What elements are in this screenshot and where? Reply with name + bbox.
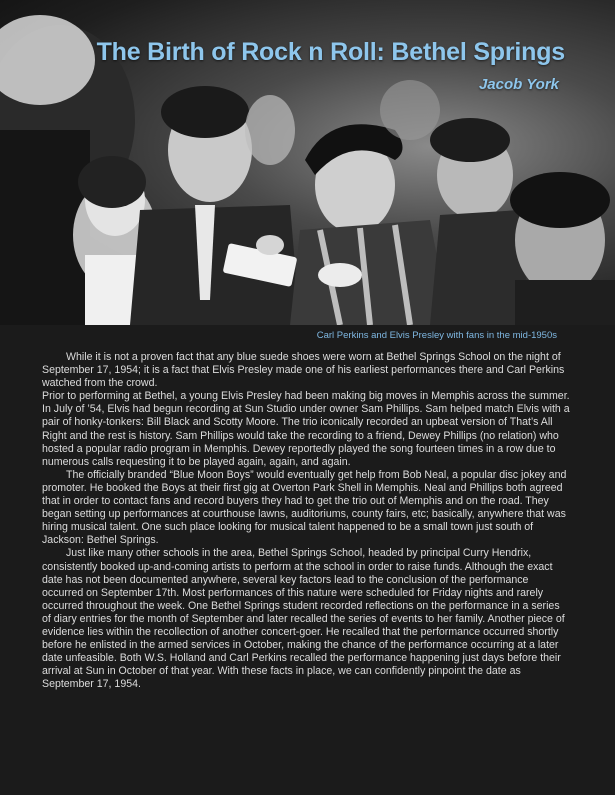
article-paragraph: The officially branded “Blue Moon Boys” would eventually get help from Bob Neal, a popular disc jokey and promoter. He booked the Boys at their first gig at Overton Park Shell in Memphis. Neal and Phillips both agreed that in order to contact fans and record buyers they had to get the trio out of Memphis and on the road. They began setting up performances at courthouse lawns, auditoriums, county fairs, etc; basically, anywhere that was hiring musical talent. One such place looking for musical talent happened to be a small town just south of Jackson: Bethel Springs. [42, 468, 567, 547]
hero-photo [0, 0, 615, 325]
article-paragraph: Just like many other schools in the area, Bethel Springs School, headed by principal Curry Hendrix, consistently booked up-and-coming artists to perform at the school in order to raise funds. Although the exact date has not been documented anywhere, several key factors lead to the conclusion of the performance occurred on September 17th. Most performances of this nature were scheduled for Friday nights and rarely occurred throughout the week. One Bethel Springs student recorded reflections on the performance in a series of diary entries for the month of September and later recalled the series of events to her family. Another piece of evidence lies within the recollection of another concert-goer. He recalled that the performance occurred shortly before he enlisted in the armed services in October, making the chance of the performance occurring at a later date unfeasible. Both W.S. Holland and Carl Perkins recalled the performance happening just days before their arrival at Sun in October of that year. With these facts in place, we can confidently pinpoint the date as September 17, 1954. [42, 547, 565, 691]
author-byline: Jacob York [478, 76, 559, 93]
photo-caption: Carl Perkins and Elvis Presley with fans in the mid-1950s [316, 330, 557, 341]
article-paragraph: Prior to performing at Bethel, a young Elvis Presley had been making big moves in Memphis across the summer. In July of ’54, Elvis had begun recording at Sun Studio under owner Sam Phillips. Sam helped match Elvis with a pair of honky-tonkers: Bill Black and Scotty Moore. The trio iconically recorded an upbeat version of That’s All Right and the rest is history. Sam Phillips would take the recording to a friend, Dewey Phillips (no relation) who hosted a popular radio program in Memphis. Dewey reportedly played the song fourteen times in a row due to numerous calls requesting it to be played again, again, and again. [42, 390, 570, 468]
article-body [42, 351, 570, 691]
page-title: The Birth of Rock n Roll: Bethel Springs [96, 38, 565, 66]
article-paragraph: While it is not a proven fact that any blue suede shoes were worn at Bethel Springs School on the night of September 17, 1954; it is a fact that Elvis Presley made one of his earliest performances there and Carl Perkins watched from the crowd. [42, 351, 565, 390]
